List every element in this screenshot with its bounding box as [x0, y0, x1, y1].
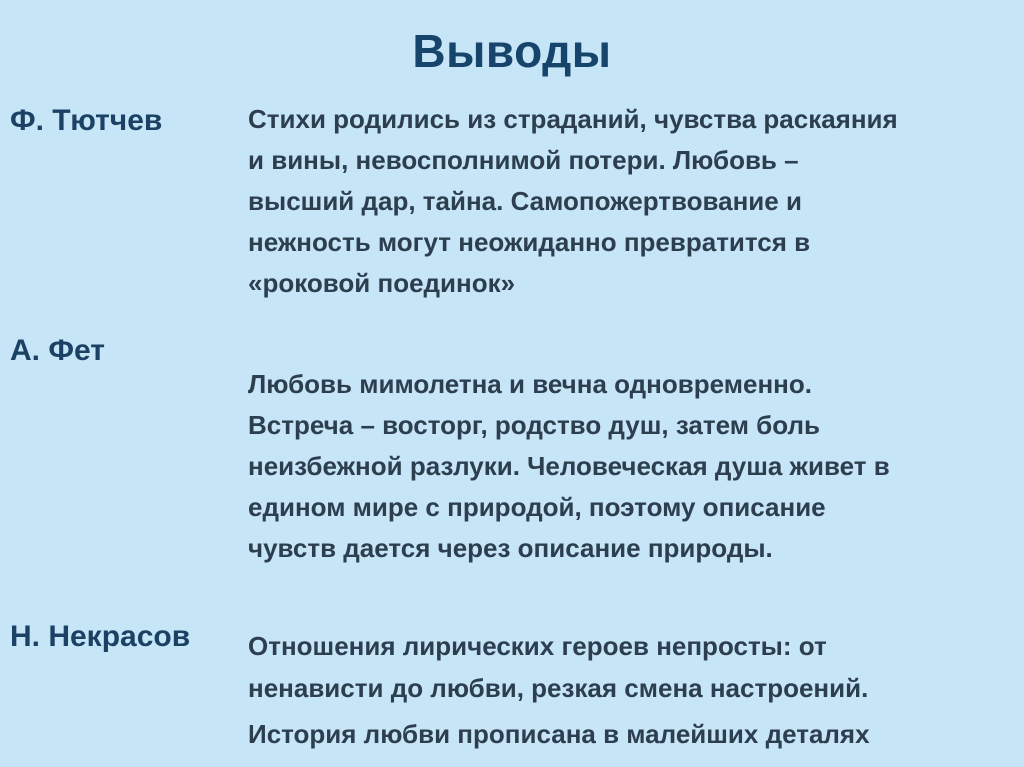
- conclusion-line: «роковой поединок»: [248, 268, 516, 298]
- conclusion-line: нежность могут неожиданно превратится в: [248, 227, 811, 257]
- conclusion-line: Отношения лирических героев непросты: от: [248, 631, 827, 661]
- conclusion-line: ненависти до любви, резкая смена настроений.: [248, 673, 869, 703]
- conclusion-line: высший дар, тайна. Самопожертвование и: [248, 186, 802, 216]
- conclusion-line: чувств дается через описание природы.: [248, 533, 773, 563]
- conclusion-line: неизбежной разлуки. Человеческая душа живет в: [248, 451, 890, 481]
- slide-title: Выводы: [412, 25, 612, 77]
- conclusion-line: История любви прописана в малейших деталях: [248, 719, 870, 749]
- poet-conclusion-tyutchev: [248, 99, 1008, 304]
- poet-name-tyutchev: Ф. Тютчев: [10, 104, 163, 137]
- conclusion-line: Встреча – восторг, родство душ, затем боль: [248, 410, 820, 440]
- conclusion-line: Стихи родились из страданий, чувства раскаяния: [248, 104, 898, 134]
- poet-name-nekrasov: Н. Некрасов: [10, 620, 191, 653]
- conclusion-line: едином мире с природой, поэтому описание: [248, 492, 826, 522]
- poet-conclusion-fet: [248, 364, 1008, 569]
- conclusion-line: и вины, невосполнимой потери. Любовь –: [248, 145, 799, 175]
- conclusion-line: Любовь мимолетна и вечна одновременно.: [248, 369, 812, 399]
- poet-name-fet: А. Фет: [10, 334, 105, 367]
- poet-conclusion-nekrasov: [248, 625, 1008, 755]
